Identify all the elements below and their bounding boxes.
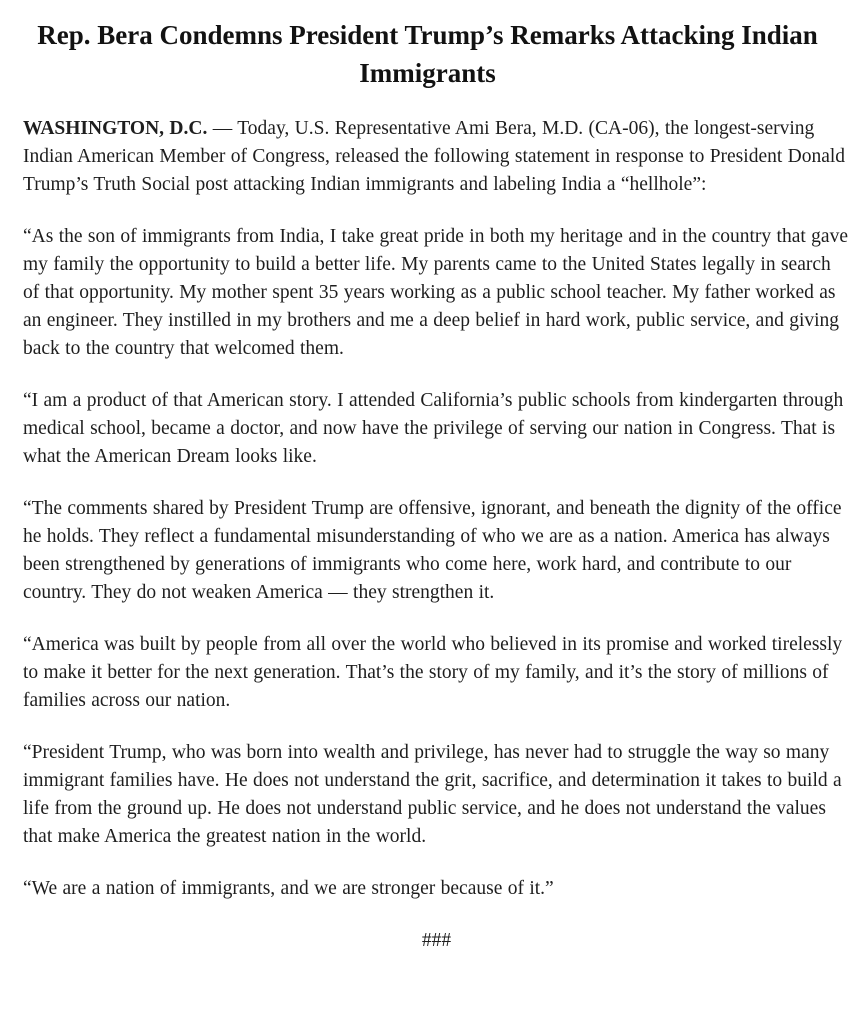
statement-paragraph-4: “America was built by people from all over the world who believed in its promise and worked tirelessly to make it better for the next generation. That’s the story of my family, and it’s the story of millions of families across our nation. [23, 634, 843, 711]
end-mark: ### [421, 930, 452, 951]
lead-paragraph [23, 115, 850, 199]
statement-paragraph-3: “The comments shared by President Trump are offensive, ignorant, and beneath the dignity of the office he holds. They reflect a fundamental misunderstanding of who we are as a nation. America has always been strengthened by generations of immigrants who come here, work hard, and contribute to our country. They do not weaken America — they strengthen it. [23, 498, 842, 603]
statement-paragraph-1: “As the son of immigrants from India, I take great pride in both my heritage and in the country that gave my family the opportunity to build a better life. My parents came to the United States legally in search of that opportunity. My mother spent 35 years working as a public school teacher. My father worked as an engineer. They instilled in my brothers and me a deep belief in hard work, public service, and giving back to the country that welcomed them. [23, 226, 848, 359]
statement-paragraph-5: “President Trump, who was born into wealth and privilege, has never had to struggle the way so many immigrant families have. He does not understand the grit, sacrifice, and determination it takes to build a life from the ground up. He does not understand public service, and he does not understand the values that make America the greatest nation in the world. [23, 742, 842, 847]
page-title: Rep. Bera Condemns President Trump’s Remarks Attacking Indian Immigrants [37, 20, 818, 88]
dateline: WASHINGTON, D.C. [23, 118, 208, 139]
statement-paragraph-6: “We are a nation of immigrants, and we are stronger because of it.” [23, 878, 554, 899]
statement-paragraph-2: “I am a product of that American story. I attended California’s public schools from kindergarten through medical school, became a doctor, and now have the privilege of serving our nation in Congress. That is what the American Dream looks like. [23, 390, 844, 467]
lead-paragraph-text: — Today, U.S. Representative Ami Bera, M.D. (CA-06), the longest-serving Indian American Member of Congress, released the following statement in response to President Donald Trump’s Truth Social post attacking Indian immigrants and labeling India a “hellhole”: [23, 118, 846, 195]
